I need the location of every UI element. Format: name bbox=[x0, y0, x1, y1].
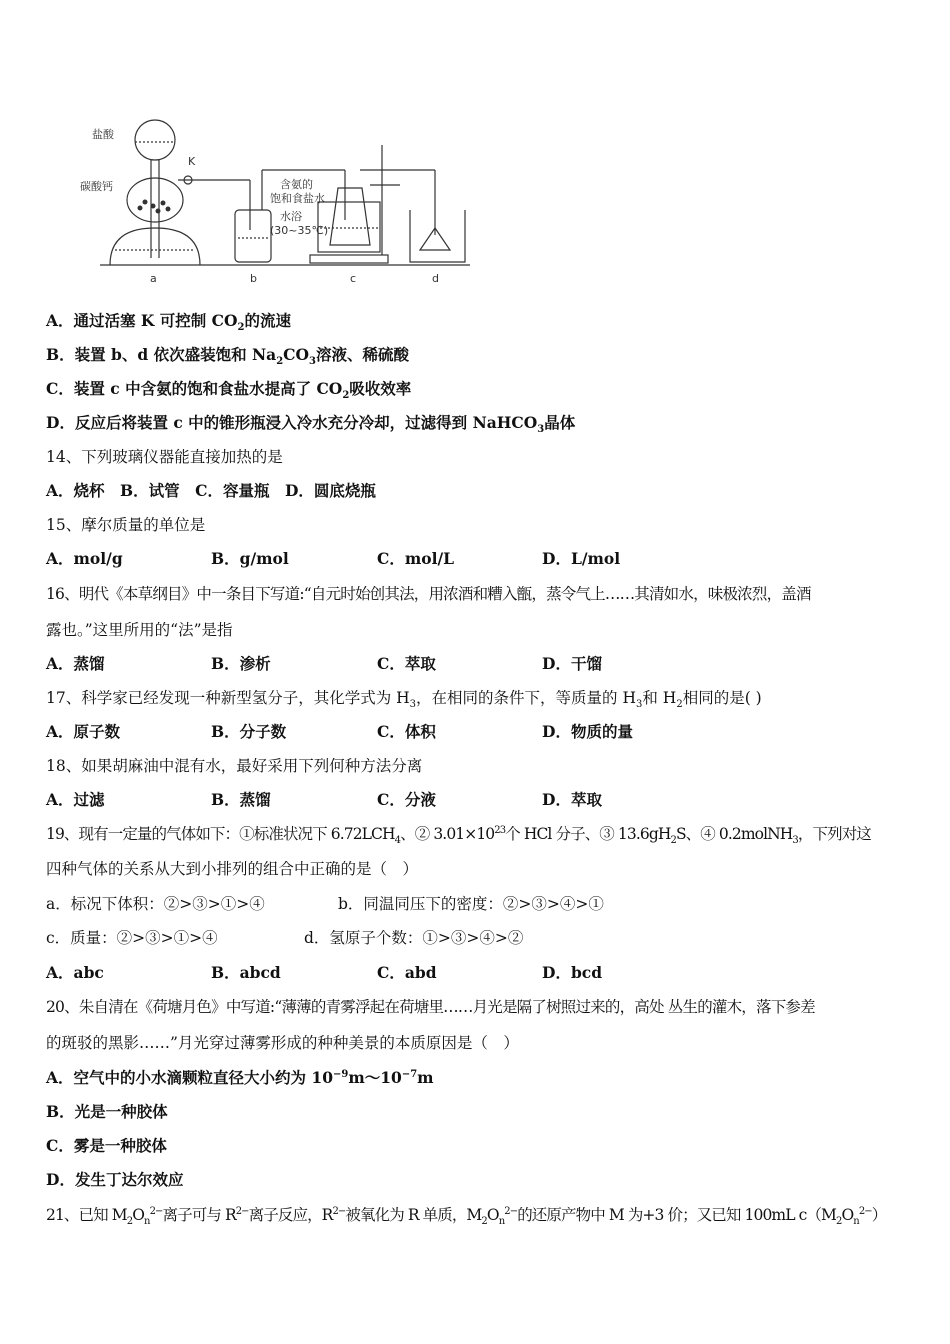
q19-stem-line2: 四种气体的关系从大到小排列的组合中正确的是（ ） bbox=[46, 860, 419, 878]
q19-option-b: B．abcd bbox=[211, 963, 281, 982]
q21-stem-line1: 21、已知 $M_2O_n^{2-}$离子可与 $R^{2-}$离子反应，$R^{2-}$被氧化为 R 单质，$M_2O_n^{2-}$的还原产物中 M 为+3 价；又已知 100mL $c(M_2O_n^{2-})$ bbox=[46, 1205, 887, 1228]
q17-options bbox=[46, 722, 906, 742]
q17-option-d: D．物质的量 bbox=[542, 722, 633, 741]
kipp-middle-bulb bbox=[127, 178, 183, 222]
kipp-bottom-bulb bbox=[110, 228, 200, 265]
q17-stem: 17、科学家已经发现一种新型氢分子，其化学式为 $H_3$，在相同的条件下，等质量的 $H_3$和 $H_2$相同的是( ) bbox=[46, 689, 762, 711]
q18-option-a: A．过滤 bbox=[46, 790, 105, 809]
q14-options: A．烧杯 B．试管 C．容量瓶 D．圆底烧瓶 bbox=[46, 481, 376, 500]
q15-option-d: D．L/mol bbox=[542, 549, 621, 568]
q18-option-b: B．蒸馏 bbox=[211, 790, 271, 809]
q17-option-c: C．体积 bbox=[377, 722, 436, 741]
q15-option-a: A．mol/g bbox=[46, 549, 123, 568]
apparatus-figure bbox=[70, 110, 490, 290]
q13-option-b: B．装置 b、d 依次盛装饱和 $Na_2CO_3$溶液、稀硫酸 bbox=[46, 345, 409, 368]
q18-stem: 18、如果胡麻油中混有水，最好采用下列何种方法分离 bbox=[46, 757, 423, 775]
q20-stem-line1: 20、朱自清在《荷塘月色》中写道:“薄薄的青雾浮起在荷塘里……月光是隔了树照过来的，高处 丛生的灌木，落下参差 bbox=[46, 998, 815, 1016]
label-b: b bbox=[250, 272, 257, 285]
label-c: c bbox=[350, 272, 357, 285]
label-a: a bbox=[150, 272, 157, 285]
q19-statement-b: b．同温同压下的密度：②>③>④>① bbox=[338, 895, 604, 913]
q19-option-a: A．abc bbox=[46, 963, 104, 982]
q17-option-a: A．原子数 bbox=[46, 722, 121, 741]
kipp-top-bulb bbox=[135, 120, 175, 160]
label-brine-1: 含氨的 bbox=[280, 178, 313, 191]
q20-stem-line2: 的斑驳的黑影……”月光穿过薄雾形成的种种美景的本质原因是（ ） bbox=[46, 1034, 519, 1052]
label-caco3: 碳酸钙 bbox=[80, 180, 113, 193]
beaker-d bbox=[410, 210, 465, 262]
q18-option-d: D．萃取 bbox=[542, 790, 602, 809]
label-d: d bbox=[432, 272, 439, 285]
q16-option-d: D．干馏 bbox=[542, 654, 602, 673]
q16-stem-line1: 16、明代《本草纲目》中一条目下写道:“自元时始创其法，用浓酒和糟入甑，蒸令气上……其清如水，味极浓烈，盖酒 bbox=[46, 585, 811, 603]
q19-options bbox=[46, 963, 906, 983]
q16-option-a: A．蒸馏 bbox=[46, 654, 105, 673]
label-bath-2: (30~35℃) bbox=[270, 224, 329, 237]
q19-stem-line1: 19、现有一定量的气体如下：①标准状况下 $6.72LCH_4$、② $3.01\times 10^{23}$个 HCl 分子、③ $13.6gH_2S$、④ 0.2molNH$_3$，下列对这 bbox=[46, 824, 871, 847]
q20-option-b: B．光是一种胶体 bbox=[46, 1102, 168, 1121]
label-brine-2: 饱和食盐水 bbox=[270, 192, 325, 205]
q16-option-c: C．萃取 bbox=[377, 654, 436, 673]
q20-option-c: C．雾是一种胶体 bbox=[46, 1136, 167, 1155]
q20-option-d: D．发生丁达尔效应 bbox=[46, 1170, 184, 1189]
q19-option-c: C．abd bbox=[377, 963, 437, 982]
q19-statement-c: c．质量：②>③>①>④ bbox=[46, 929, 218, 947]
q19-statement-a: a．标况下体积：②>③>①>④ bbox=[46, 895, 265, 913]
q16-options bbox=[46, 654, 906, 674]
q19-statements-cd bbox=[46, 928, 906, 948]
q18-options bbox=[46, 790, 906, 810]
q13-option-d: D．反应后将装置 c 中的锥形瓶浸入冷水充分冷却，过滤得到 NaHCO$_3$晶体 bbox=[46, 413, 576, 436]
q20-option-a: A．空气中的小水滴颗粒直径大小约为 $10^{-9}m\sim 10^{-7}m$ bbox=[46, 1068, 434, 1087]
q15-option-c: C．mol/L bbox=[377, 549, 455, 568]
q19-statement-d: d．氢原子个数：①>③>④>② bbox=[304, 929, 524, 947]
bottle-b bbox=[235, 210, 271, 262]
q13-option-c: C．装置 c 中含氨的饱和食盐水提高了 $CO_2$吸收效率 bbox=[46, 379, 412, 402]
q14-stem: 14、下列玻璃仪器能直接加热的是 bbox=[46, 448, 283, 466]
q16-stem-line2: 露也。”这里所用的“法”是指 bbox=[46, 621, 233, 639]
q15-option-b: B．g/mol bbox=[211, 549, 289, 568]
q19-option-d: D．bcd bbox=[542, 963, 603, 982]
conical-flask-c bbox=[330, 188, 370, 245]
q16-option-b: B．渗析 bbox=[211, 654, 271, 673]
q13-option-a: A．通过活塞 K 可控制 $CO_2$的流速 bbox=[46, 311, 292, 334]
label-hcl: 盐酸 bbox=[92, 128, 114, 141]
label-valve-k: K bbox=[188, 155, 196, 168]
label-bath-1: 水浴 bbox=[280, 210, 302, 223]
q17-option-b: B．分子数 bbox=[211, 722, 287, 741]
q15-stem: 15、摩尔质量的单位是 bbox=[46, 516, 206, 534]
heater-plate bbox=[310, 255, 388, 263]
q18-option-c: C．分液 bbox=[377, 790, 436, 809]
q15-options bbox=[46, 549, 906, 569]
q19-statements-ab bbox=[46, 894, 906, 914]
